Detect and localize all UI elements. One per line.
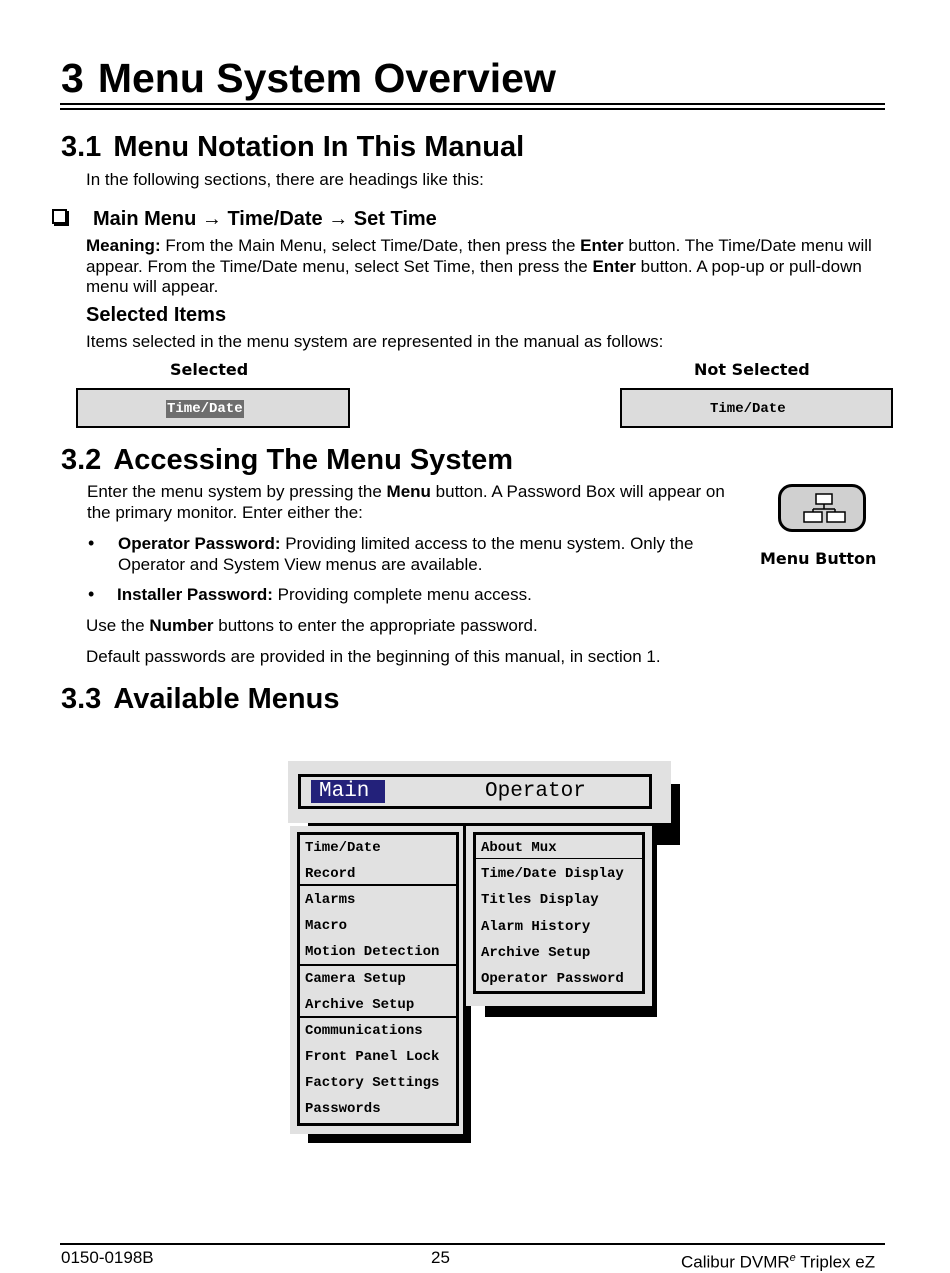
example-menu-heading: Main Menu → Time/Date → Set Time [93,208,437,230]
access-paragraph [87,482,747,523]
main-menu-item[interactable]: Archive Setup [305,996,415,1013]
main-menu-item[interactable]: Macro [305,918,348,935]
operator-password-text: Providing limited access to the menu system. Only the Operator and System View menus are available. [118,534,694,574]
section-3-3-heading [61,683,340,715]
main-menu-item[interactable]: Record [305,866,356,883]
not-selected-example-item: Time/Date [710,401,786,417]
footer-page-number: 25 [431,1248,450,1267]
selected-example-box [76,388,350,428]
main-menu-item[interactable]: Camera Setup [305,970,406,987]
chapter-rule-bottom [60,108,885,110]
access-text-a: Enter the menu system by pressing the [87,482,387,501]
menubar-main: Main [319,780,370,803]
selected-items-heading: Selected Items [86,304,227,326]
menu-button-illustration [778,484,866,532]
section-3-1-intro: In the following sections, there are headings like this: [86,170,484,189]
operator-menu-item[interactable]: Time/Date Display [481,866,624,883]
footer-product-name [681,1248,875,1273]
main-menu-item[interactable]: Alarms [305,892,356,909]
bullet-operator: • [88,533,95,553]
main-menu-item[interactable]: Factory Settings [305,1074,440,1091]
not-selected-example-box [620,388,893,428]
main-menu-item[interactable]: Time/Date [305,840,381,856]
section-number: 3.3 [61,683,102,715]
main-separator-1 [300,884,456,886]
menu-button-label: Menu Button [760,549,877,568]
chapter-number: 3 [61,55,84,101]
number-word: Number [149,616,214,635]
meaning-text-1: From the Main Menu, select Time/Date, then press the [160,236,581,255]
main-menu-item[interactable]: Communications [305,1022,423,1039]
section-number: 3.1 [61,131,102,163]
selected-label: Selected [170,360,249,379]
meaning-label: Meaning: [86,236,161,255]
menubar-frame [298,774,652,809]
operator-password-item [118,534,738,575]
network-icon [781,487,863,529]
footer-rule [60,1243,885,1245]
section-number: 3.2 [61,444,102,476]
operator-dropdown-frame [473,832,645,994]
selected-example-item: Time/Date [167,401,243,417]
bullet-installer: • [88,584,95,604]
operator-menu-item[interactable]: Titles Display [481,892,599,909]
operator-menu-item[interactable]: Operator Password [481,971,624,987]
main-menu-item[interactable]: Passwords [305,1101,381,1117]
enter-word-2: Enter [592,256,636,276]
operator-password-label: Operator Password: [118,534,281,553]
footer-product-b: Triplex eZ [795,1252,876,1272]
installer-password-label: Installer Password: [117,585,273,604]
number-text-a: Use the [86,616,150,635]
meaning-paragraph [86,236,886,298]
section-3-2-heading [61,444,513,476]
menubar-operator: Operator [485,780,586,803]
selected-items-text: Items selected in the menu system are represented in the manual as follows: [86,332,664,351]
number-text-b: buttons to enter the appropriate password. [213,616,538,635]
chapter-rule-top [60,103,885,105]
footer-product-a: Calibur DVMR [681,1252,790,1272]
number-buttons-text [86,616,538,637]
section-3-1-heading [61,131,524,163]
footer-doc-number: 0150-0198B [61,1248,154,1267]
operator-menu-item[interactable]: Alarm History [481,918,591,935]
operator-menu-item[interactable]: Archive Setup [481,944,591,961]
meaning-text-3: button. A pop-up or pull-down menu will appear. [86,256,862,296]
operator-menu-item[interactable]: About Mux [481,840,557,856]
meaning-text-2: button. The Time/Date menu will appear. From the Time/Date menu, select Set Time, then press the [86,236,872,276]
section-title: Accessing The Menu System [113,444,514,476]
section-title: Menu Notation In This Manual [113,131,525,163]
access-text-b: button. A Password Box will appear on the primary monitor. Enter either the: [87,482,725,522]
not-selected-label: Not Selected [694,360,810,379]
main-menu-item[interactable]: Motion Detection [305,944,440,961]
default-passwords-text: Default passwords are provided in the beginning of this manual, in section 1. [86,647,661,666]
chapter-title: Menu System Overview [97,55,556,101]
section-title: Available Menus [113,683,340,715]
installer-password-text: Providing complete menu access. [272,585,532,604]
main-menu-item[interactable]: Front Panel Lock [305,1048,440,1065]
installer-password-item [117,585,532,606]
operator-separator-1 [476,858,642,859]
enter-word-1: Enter [580,236,624,255]
chapter-heading [61,56,556,100]
footer-product-sup: e [789,1252,796,1264]
checkbox-icon [52,209,67,224]
main-separator-2 [300,964,456,966]
menu-word: Menu [386,482,431,501]
main-separator-3 [300,1016,456,1018]
